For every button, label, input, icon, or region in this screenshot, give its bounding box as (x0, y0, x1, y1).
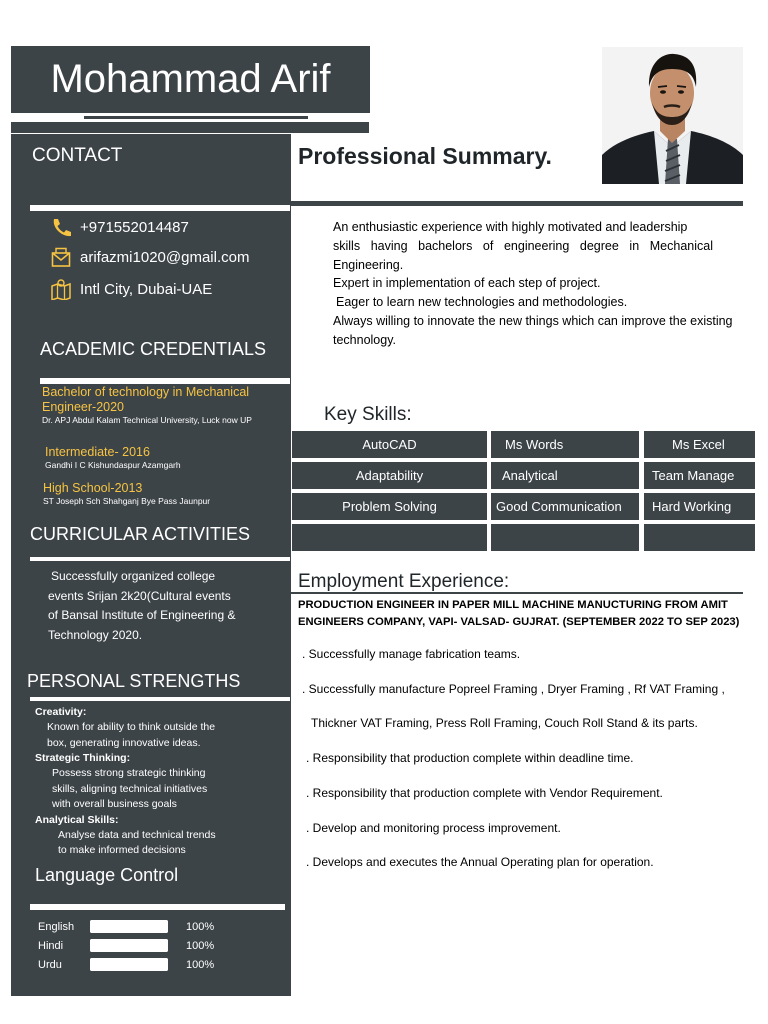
skills-heading: Key Skills: (324, 404, 412, 425)
language-row (38, 936, 214, 955)
summary-line: skills having bachelors of engineering degree in Mechanical (333, 238, 713, 253)
employment-item: . Develop and monitoring process improvement. (306, 821, 561, 835)
academic-item (45, 445, 288, 471)
academic-degree: Intermediate- 2016 (45, 445, 150, 459)
strength-label: Analytical Skills: (35, 813, 119, 826)
academic-degree: High School-2013 (43, 481, 143, 495)
academic-item (43, 481, 288, 507)
language-level-bar (90, 920, 168, 933)
curricular-line: events Srijan 2k20(Cultural events (48, 588, 231, 603)
academic-institution: Gandhi I C Kishundaspur Azamgarh (45, 460, 181, 470)
employment-title-line: ENGINEERS COMPANY, VAPI- VALSAD- GUJRAT. (SEPTEMBER 2022 TO SEP 2023) (298, 616, 740, 628)
employment-title-line: PRODUCTION ENGINEER IN PAPER MILL MACHINE MANUCTURING FROM AMIT (298, 599, 728, 611)
contact-phone[interactable]: +971552014487 (80, 218, 189, 236)
employment-item: . Successfully manufacture Popreel Framing , Dryer Framing , Rf VAT Framing , (302, 682, 725, 696)
summary-line: Expert in implementation of each step of project. (333, 276, 601, 291)
language-level-bar (90, 939, 168, 952)
name-underline (84, 116, 308, 119)
employment-title (298, 597, 764, 631)
language-list (38, 917, 214, 974)
academic-degree: Engineer-2020 (42, 400, 125, 414)
strengths-heading: PERSONAL STRENGTHS (27, 671, 241, 691)
skill-cell: Ms Excel (644, 431, 755, 458)
phone-icon (50, 216, 72, 238)
contact-location-row (50, 278, 212, 300)
employment-item: Thickner VAT Framing, Press Roll Framing, Couch Roll Stand & its parts. (311, 716, 698, 730)
skill-cell: Adaptability (292, 462, 487, 489)
profile-photo (602, 47, 743, 184)
language-row (38, 955, 214, 974)
language-percent: 100% (186, 920, 215, 933)
employment-heading: Employment Experience: (298, 571, 510, 592)
curricular-line: Successfully organized college (51, 569, 216, 583)
employment-item: . Responsibility that production complete within deadline time. (306, 751, 634, 765)
strengths-rule (30, 697, 290, 701)
language-name: Urdu (38, 958, 62, 971)
language-heading: Language Control (35, 865, 179, 885)
strength-desc: Known for ability to think outside the (47, 721, 216, 733)
skill-cell (644, 524, 755, 551)
strength-label: Creativity: (35, 706, 87, 718)
skill-cell: Ms Words (491, 431, 639, 458)
academic-heading: ACADEMIC CREDENTIALS (40, 339, 267, 359)
academic-institution: ST Joseph Sch Shahganj Bye Pass Jaunpur (43, 496, 211, 506)
language-level-fill (90, 939, 168, 952)
contact-rule (30, 205, 290, 211)
employment-item: . Responsibility that production complete with Vendor Requirement. (306, 786, 663, 800)
summary-heading: Professional Summary. (298, 143, 552, 169)
summary-line: Engineering. (333, 257, 404, 272)
candidate-name: Mohammad Arif (50, 57, 331, 101)
language-percent: 100% (186, 939, 215, 952)
employment-rule (291, 592, 743, 594)
contact-heading: CONTACT (32, 145, 123, 166)
curricular-line: Technology 2020. (48, 627, 143, 642)
language-level-fill (90, 958, 168, 971)
employment-item: . Develops and executes the Annual Operating plan for operation. (306, 855, 654, 869)
map-icon (50, 278, 72, 300)
skill-cell: Analytical (491, 462, 639, 489)
summary-text (333, 218, 759, 350)
strength-desc: skills, aligning technical initiatives (52, 782, 208, 795)
curricular-heading: CURRICULAR ACTIVITIES (30, 524, 251, 544)
strengths-list (35, 705, 290, 859)
academic-rule (40, 378, 290, 384)
summary-rule (291, 201, 743, 206)
curricular-rule (30, 557, 290, 561)
strength-desc: box, generating innovative ideas. (47, 736, 201, 749)
summary-line: Always willing to innovate the new things which can improve the existing (333, 313, 733, 328)
summary-line: Eager to learn new technologies and methodologies. (336, 295, 628, 310)
contact-email-row (50, 246, 249, 268)
employment-item: . Successfully manage fabrication teams. (302, 647, 521, 661)
academic-institution: Dr. APJ Abdul Kalam Technical University, Luck now UP (42, 415, 252, 425)
language-percent: 100% (186, 958, 215, 971)
summary-line: An enthusiastic experience with highly motivated and leadership (333, 220, 688, 234)
language-row (38, 917, 214, 936)
contact-email[interactable]: arifazmi1020@gmail.com (80, 248, 250, 266)
strength-desc: to make informed decisions (58, 844, 186, 856)
language-level-bar (90, 958, 168, 971)
curricular-text (48, 567, 288, 645)
academic-item (42, 385, 288, 426)
skill-cell: Team Manage (644, 462, 755, 489)
language-name: English (38, 920, 75, 933)
academic-degree: Bachelor of technology in Mechanical (42, 385, 250, 399)
contact-phone-row (50, 216, 189, 238)
skill-cell: Good Communication (491, 493, 639, 520)
email-icon (50, 246, 72, 268)
summary-line: technology. (333, 332, 397, 347)
curricular-line: of Bansal Institute of Engineering & (48, 608, 236, 622)
name-divider-bar (11, 122, 369, 133)
language-name: Hindi (38, 939, 64, 952)
language-level-fill (90, 920, 168, 933)
skill-cell: Hard Working (644, 493, 755, 520)
strength-desc: Possess strong strategic thinking (52, 767, 206, 779)
skill-cell (491, 524, 639, 551)
strength-desc: Analyse data and technical trends (58, 828, 216, 841)
contact-location: Intl City, Dubai-UAE (80, 280, 213, 298)
skill-cell: Problem Solving (292, 493, 487, 520)
strength-label: Strategic Thinking: (35, 752, 131, 764)
language-rule (30, 904, 285, 910)
strength-desc: with overall business goals (52, 798, 177, 810)
skill-cell: AutoCAD (292, 431, 487, 458)
skill-cell (292, 524, 487, 551)
